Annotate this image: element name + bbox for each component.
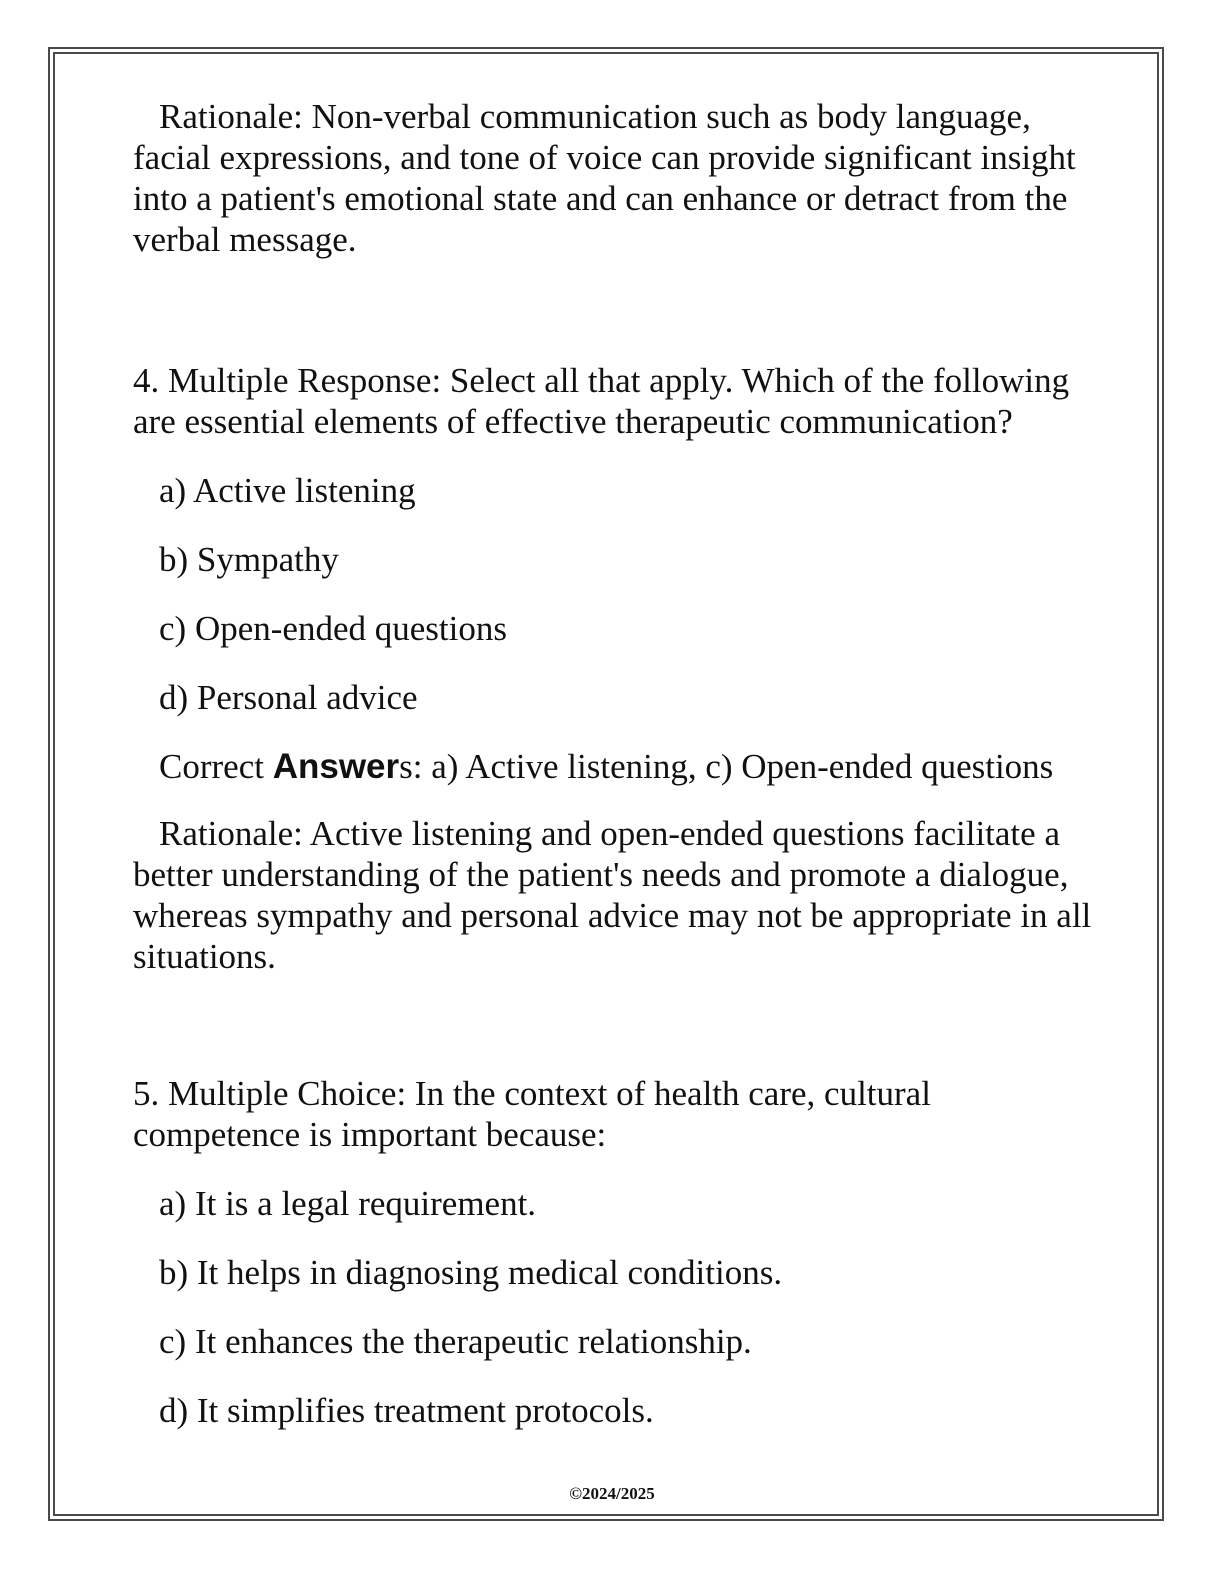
question-4-option-b: b) Sympathy — [159, 540, 339, 579]
question-4-correct-answer — [133, 746, 1093, 787]
question-5-option-c: c) It enhances the therapeutic relationship. — [159, 1322, 752, 1361]
question-4-option-c: c) Open-ended questions — [159, 609, 507, 648]
rationale-3 — [133, 96, 1093, 260]
question-5-option-a: a) It is a legal requirement. — [159, 1184, 537, 1223]
answer-word: Answer — [272, 747, 400, 786]
question-4-stem: 4. Multiple Response: Select all that apply. Which of the following are essential elements of effective therapeutic communication? — [133, 361, 1070, 441]
document-body — [133, 96, 1093, 1431]
question-4-option-d: d) Personal advice — [159, 678, 418, 717]
question-5-stem: 5. Multiple Choice: In the context of health care, cultural competence is important because: — [133, 1074, 931, 1154]
question-4-option-a: a) Active listening — [159, 471, 416, 510]
question-4-rationale — [133, 813, 1093, 977]
rationale-3-text: Rationale: Non-verbal communication such as body language, facial expressions, and tone of voice can provide significant insight into a patient's emotional state and can enhance or detract from the verbal message. — [133, 97, 1076, 259]
correct-suffix: s: a) Active listening, c) Open-ended questions — [399, 747, 1054, 786]
question-5-option-d: d) It simplifies treatment protocols. — [159, 1391, 654, 1430]
question-5-option-b: b) It helps in diagnosing medical conditions. — [159, 1253, 783, 1292]
question-4-rationale-text: Rationale: Active listening and open-ended questions facilitate a better understanding of the patient's needs and promote a dialogue, whereas sympathy and personal advice may not be appropriate in all situations. — [133, 814, 1092, 976]
copyright-footer: ©2024/2025 — [569, 1484, 655, 1503]
correct-prefix: Correct — [159, 747, 273, 786]
